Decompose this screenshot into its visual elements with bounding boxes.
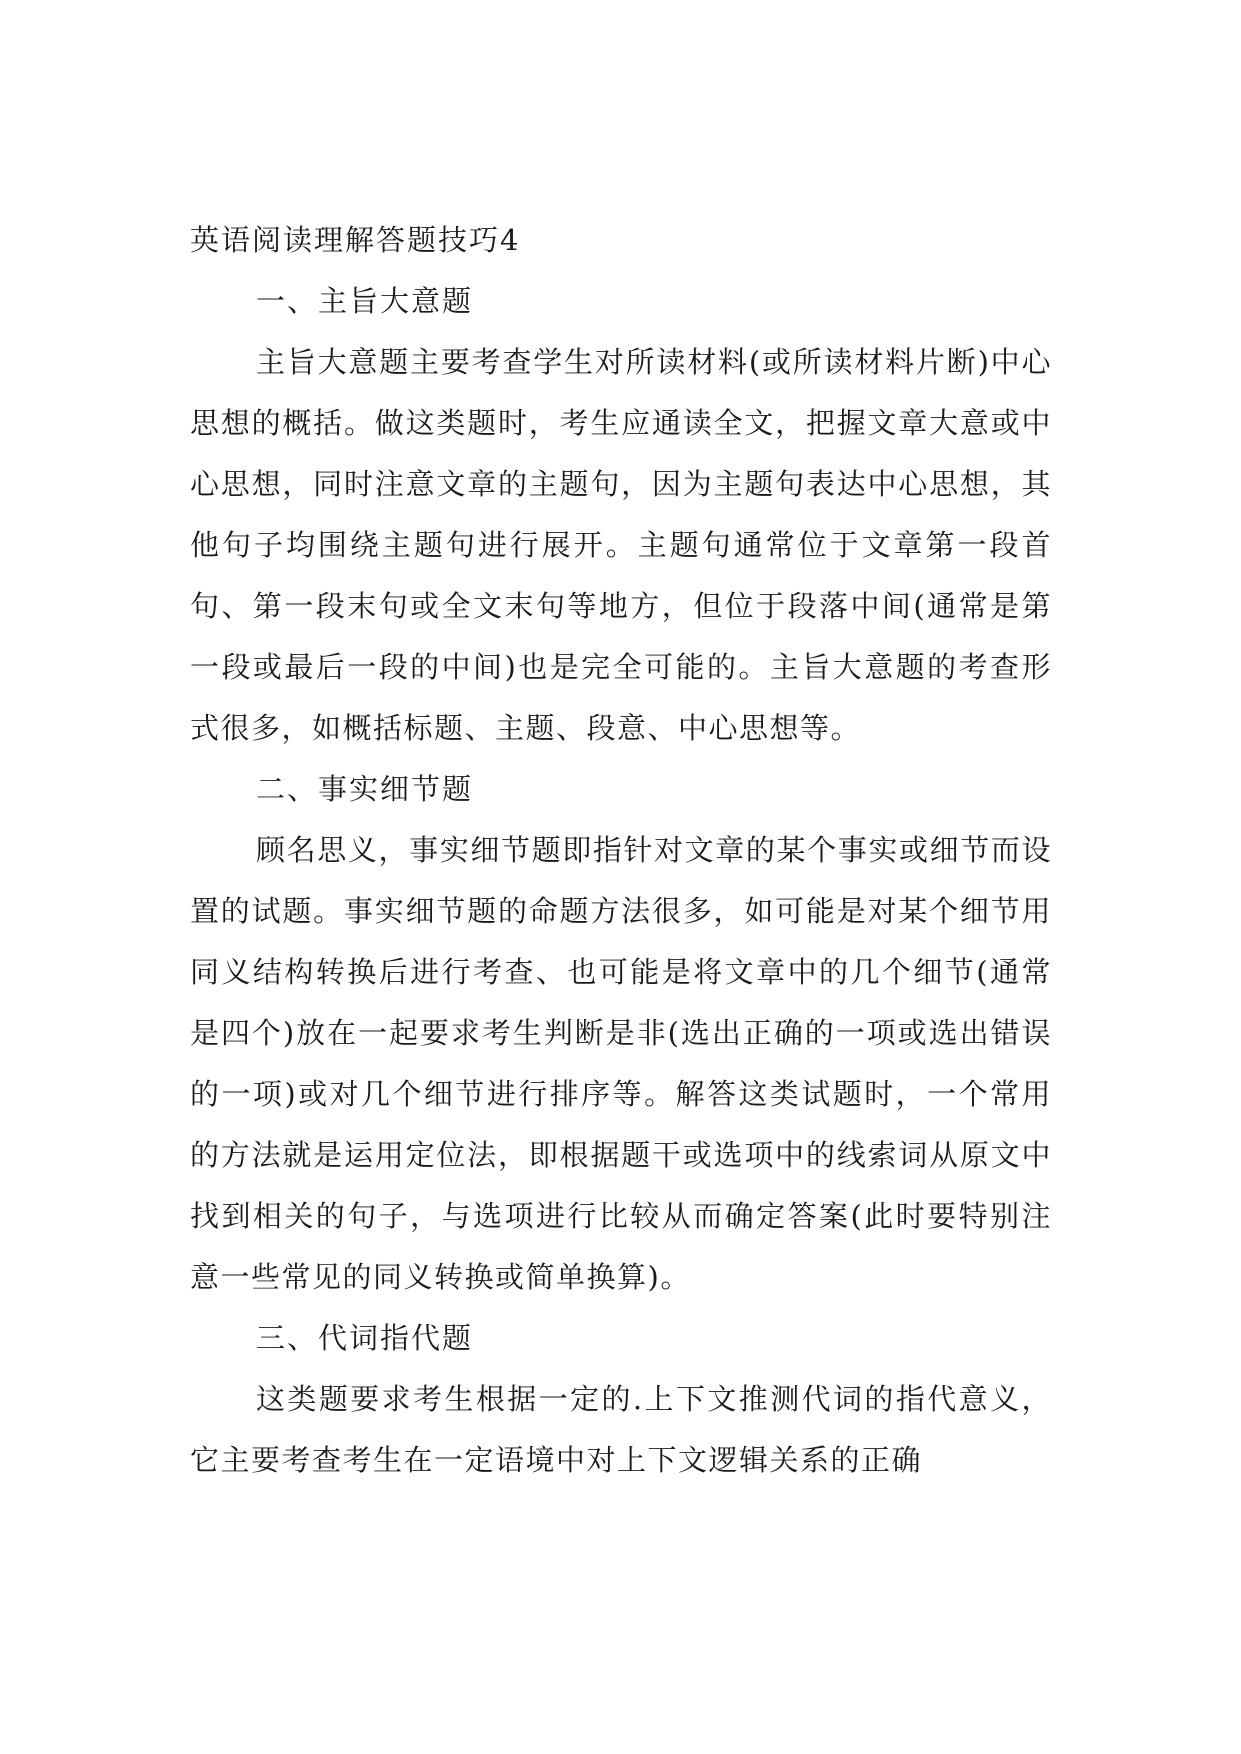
section-paragraph: 这类题要求考生根据一定的.上下文推测代词的指代意义，它主要考查考生在一定语境中对上下文逻辑关系的正确 [190, 1382, 1052, 1477]
document-title: 英语阅读理解答题技巧4 [190, 223, 521, 257]
section-heading: 二、事实细节题 [256, 772, 474, 806]
section-main-idea [190, 271, 1052, 759]
section-heading: 一、主旨大意题 [256, 284, 474, 318]
section-fact-detail [190, 759, 1052, 1308]
document-page [190, 210, 1052, 1491]
section-pronoun-reference [190, 1308, 1052, 1491]
section-paragraph: 主旨大意题主要考查学生对所读材料(或所读材料片断)中心思想的概括。做这类题时，考生应通读全文，把握文章大意或中心思想，同时注意文章的主题句，因为主题句表达中心思想，其他句子均围绕主题句进行展开。主题句通常位于文章第一段首句、第一段末句或全文末句等地方，但位于段落中间(通常是第一段或最后一段的中间)也是完全可能的。主旨大意题的考查形式很多，如概括标题、主题、段意、中心思想等。 [190, 345, 1052, 745]
section-paragraph: 顾名思义，事实细节题即指针对文章的某个事实或细节而设置的试题。事实细节题的命题方法很多，如可能是对某个细节用同义结构转换后进行考查、也可能是将文章中的几个细节(通常是四个)放在一起要求考生判断是非(选出正确的一项或选出错误的一项)或对几个细节进行排序等。解答这类试题时，一个常用的方法就是运用定位法，即根据题干或选项中的线索词从原文中找到相关的句子，与选项进行比较从而确定答案(此时要特别注意一些常见的同义转换或简单换算)。 [190, 833, 1052, 1294]
section-heading: 三、代词指代题 [256, 1321, 474, 1355]
